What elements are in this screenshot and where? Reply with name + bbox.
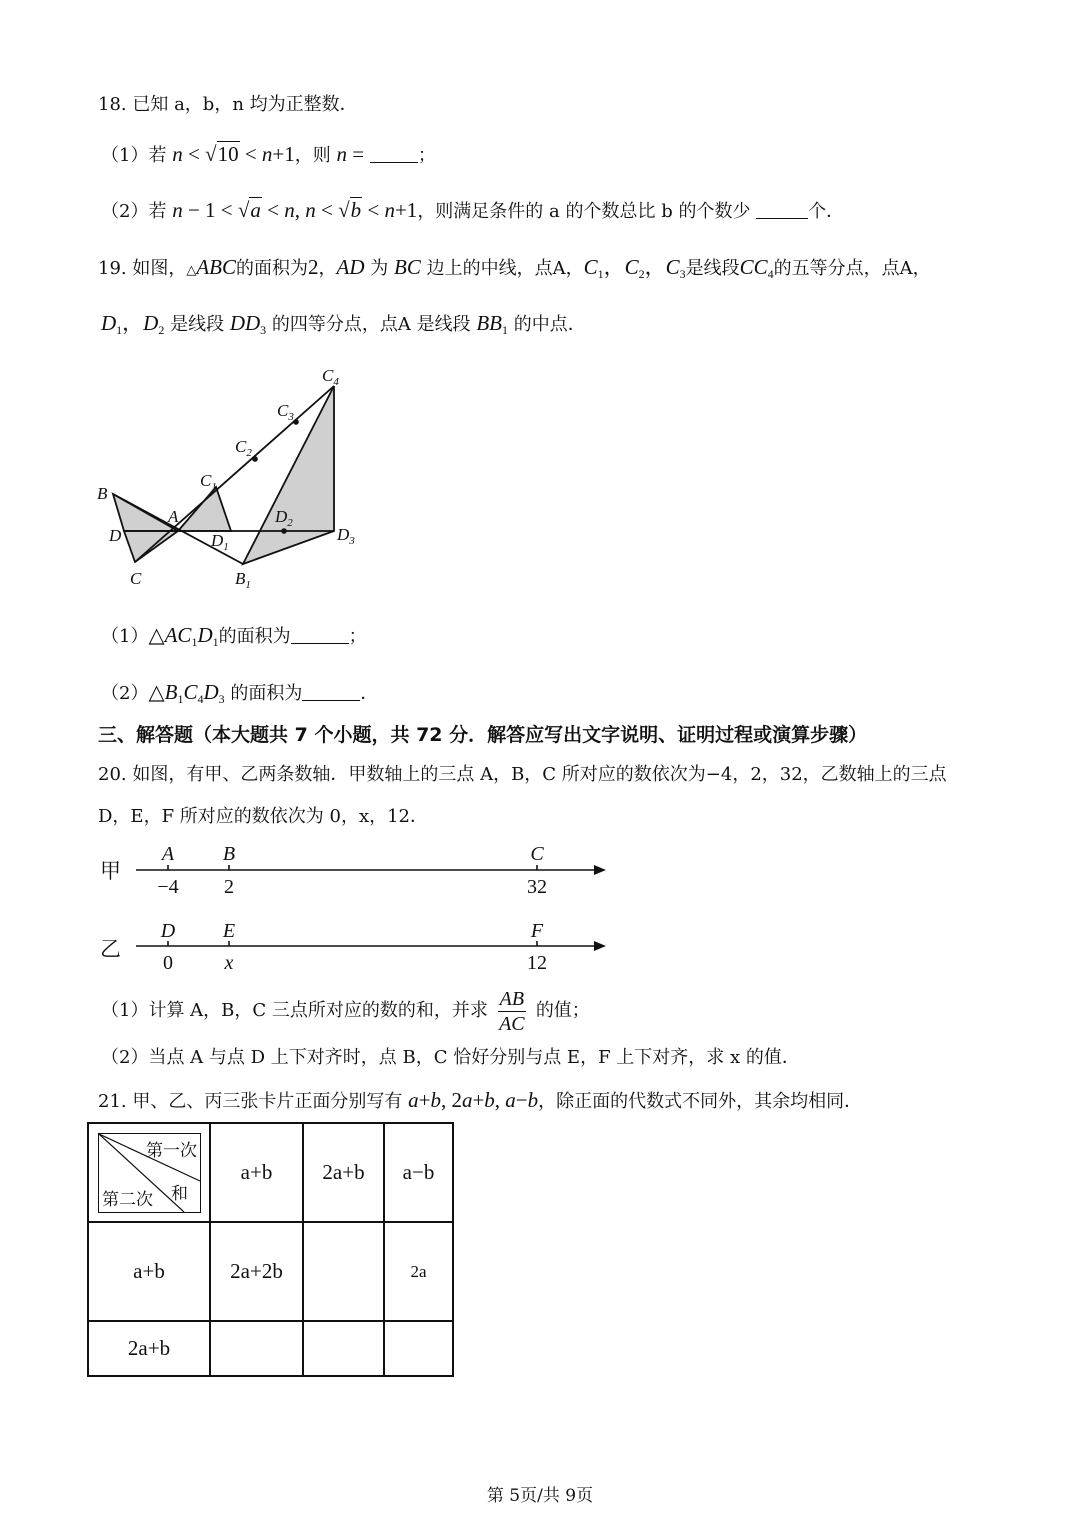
q19-label-c2: $C_2$ — [235, 437, 252, 459]
q21-row-header: a+b — [88, 1222, 210, 1321]
page-footer: 第 5页/共 9页 — [486, 1486, 594, 1506]
q21-stem-b: ，除正面的代数式不同外，其余均相同． — [538, 1091, 863, 1112]
axis2-value-d: 0 — [163, 952, 173, 974]
axis1-value-a: −4 — [157, 876, 179, 898]
q21-table — [87, 1122, 454, 1377]
q21-corner-cell — [88, 1123, 210, 1222]
q19-point-c2 — [252, 456, 258, 462]
q19-part1-text: 的面积为 — [218, 626, 291, 647]
q19-triangle-abc: △ABC — [186, 255, 237, 279]
q19-label-c1: $C_1$ — [200, 471, 217, 493]
q21-cell — [303, 1222, 384, 1321]
q19-part2-answer-blank[interactable] — [302, 682, 360, 701]
axis2-label-d: D — [160, 920, 176, 942]
q18-part1-tail: ，则 — [294, 145, 331, 166]
q21-cell — [210, 1321, 303, 1376]
q19-part1-triangle: $\triangle AC_1D_1$ — [148, 623, 219, 649]
axis2-label-e: E — [222, 920, 236, 942]
q20-fraction-denominator: AC — [499, 1012, 525, 1035]
section3-title: 三、解答题（本大题共 7 个小题，共 72 分．解答应写出文字说明、证明过程或演算步骤） — [98, 724, 868, 746]
q19-cc4: $CC_4$ — [739, 255, 774, 281]
q19-area: 2 — [308, 255, 319, 279]
q21-cell: 2a — [384, 1222, 453, 1321]
q19-label-b1: $B_1$ — [235, 569, 251, 591]
axis1-arrow — [594, 865, 606, 875]
q19-shaded-triangle-ac1d1 — [178, 487, 231, 531]
q19-part1-end: ； — [348, 626, 367, 647]
q19-d-points: $D_1$，$D_2$ — [101, 311, 165, 337]
q20-fraction-numerator: AB — [499, 987, 525, 1010]
q19-line2-a: 是线段 — [170, 314, 225, 335]
axis1-label-c: C — [530, 843, 544, 865]
q19-stem-f: 是线段 — [685, 258, 740, 279]
axis2-arrow — [594, 941, 606, 951]
q19-stem-d: 为 — [370, 258, 389, 279]
q20-part1-text: （1）计算 A，B，C 三点所对应的数的和，并求 — [101, 1000, 488, 1021]
q19-part2-text: 的面积为 — [230, 683, 303, 704]
axis1-value-c: 32 — [527, 876, 547, 898]
q21-expressions: a+b, 2a+b, a−b — [408, 1088, 539, 1112]
q19-label-a: A — [168, 507, 179, 526]
q19-stem-b: 的面积为 — [236, 258, 309, 279]
q18-part2-label: （2）若 — [101, 201, 167, 222]
axis1-name: 甲 — [100, 859, 121, 883]
axis1-label-b: B — [222, 843, 236, 865]
q19-part1-answer-blank[interactable] — [291, 625, 349, 644]
q19-dd3: $DD_3$ — [229, 311, 267, 337]
q18-part2-tail: ，则满足条件的 a 的个数总比 b 的个数少 — [417, 201, 751, 222]
q19-part1-label: （1） — [101, 626, 149, 647]
q18-stem: 18. 已知 a，b，n 均为正整数． — [98, 94, 358, 115]
q19-stem-e: 边上的中线，点A， — [426, 258, 584, 279]
q19-figure — [0, 0, 1080, 620]
q20-fraction — [498, 987, 526, 1036]
q19-c-points: $C_1$，$C_2$，$C_3$ — [583, 255, 686, 281]
q20-stem-line1: 20. 如图，有甲、乙两条数轴．甲数轴上的三点 A，B，C 所对应的数依次为−4，2，32，乙数轴上的三点 — [98, 764, 947, 785]
q21-corner-sum: 和 — [171, 1184, 188, 1204]
q19-point-d2 — [281, 528, 287, 534]
q21-cell: 2a+2b — [210, 1222, 303, 1321]
q21-corner-first: 第一次 — [146, 1141, 197, 1161]
q19-label-d: D — [109, 526, 122, 545]
q18-part2-inequality: n − 1 < √a < n, n < √b < n+1 — [172, 198, 418, 222]
axis2-value-f: 12 — [527, 952, 547, 974]
q19-point-c3 — [293, 419, 299, 425]
q19-part2 — [101, 679, 378, 712]
q19-ad: AD — [336, 255, 365, 279]
q21-cell — [384, 1321, 453, 1376]
q18-part1-n: n = — [336, 142, 365, 166]
q19-shaded-triangle-acd — [124, 531, 178, 562]
q19-part2-label: （2） — [101, 683, 149, 704]
q21-col-header: 2a+b — [303, 1123, 384, 1222]
q21-stem-a: 21. 甲、乙、丙三张卡片正面分别写有 — [98, 1091, 403, 1112]
q20-part1 — [101, 986, 590, 1036]
q20-stem-line2: D，E，F 所对应的数依次为 0，x，12． — [98, 806, 429, 827]
q19-label-d1: $D_1$ — [211, 531, 229, 553]
q20-number-lines — [0, 830, 640, 980]
q19-label-b: B — [97, 484, 108, 503]
q20-part2: （2）当点 A 与点 D 上下对齐时，点 B，C 恰好分别与点 E，F 上下对齐，求 x 的值． — [101, 1047, 800, 1068]
q19-stem-a: 19. 如图， — [98, 258, 187, 279]
axis2-name: 乙 — [100, 937, 121, 961]
q19-part2-triangle: $\triangle B_1C_4D_3$ — [148, 680, 225, 706]
q19-label-c4: $C_4$ — [322, 366, 339, 388]
q21-corner-second: 第二次 — [102, 1190, 153, 1210]
q21-col-header: a+b — [210, 1123, 303, 1222]
q19-label-d3: $D_3$ — [337, 525, 355, 547]
q21-cell — [303, 1321, 384, 1376]
q19-line2-b: 的四等分点，点A 是线段 — [271, 314, 471, 335]
q18-part1-end: ； — [417, 145, 436, 166]
axis2-value-e: x — [224, 952, 234, 974]
q18-part1-label: （1）若 — [101, 145, 167, 166]
axis1-label-a: A — [161, 843, 175, 865]
q19-label-c: C — [130, 569, 142, 588]
q19-part1 — [101, 622, 367, 655]
q21-row-header: 2a+b — [88, 1321, 210, 1376]
q19-part2-end: ． — [360, 683, 379, 704]
q21-stem — [98, 1087, 862, 1115]
q19-stem-c: ， — [318, 258, 337, 279]
q18-part1-inequality: n < √10 < n+1 — [172, 142, 295, 166]
q19-stem-g: 的五等分点，点A， — [773, 258, 931, 279]
axis1-value-b: 2 — [224, 876, 234, 898]
q19-bb1: $BB_1$ — [476, 311, 509, 337]
q19-label-c3: $C_3$ — [277, 401, 294, 423]
axis2-label-f: F — [530, 920, 544, 942]
q19-bc: BC — [394, 255, 421, 279]
q20-part1-end: 的值； — [535, 1000, 590, 1021]
q21-col-header: a−b — [384, 1123, 453, 1222]
q19-line2-c: 的中点． — [513, 314, 586, 335]
q19-label-d2: $D_2$ — [275, 507, 293, 529]
q18-part2-end: 个． — [808, 201, 845, 222]
